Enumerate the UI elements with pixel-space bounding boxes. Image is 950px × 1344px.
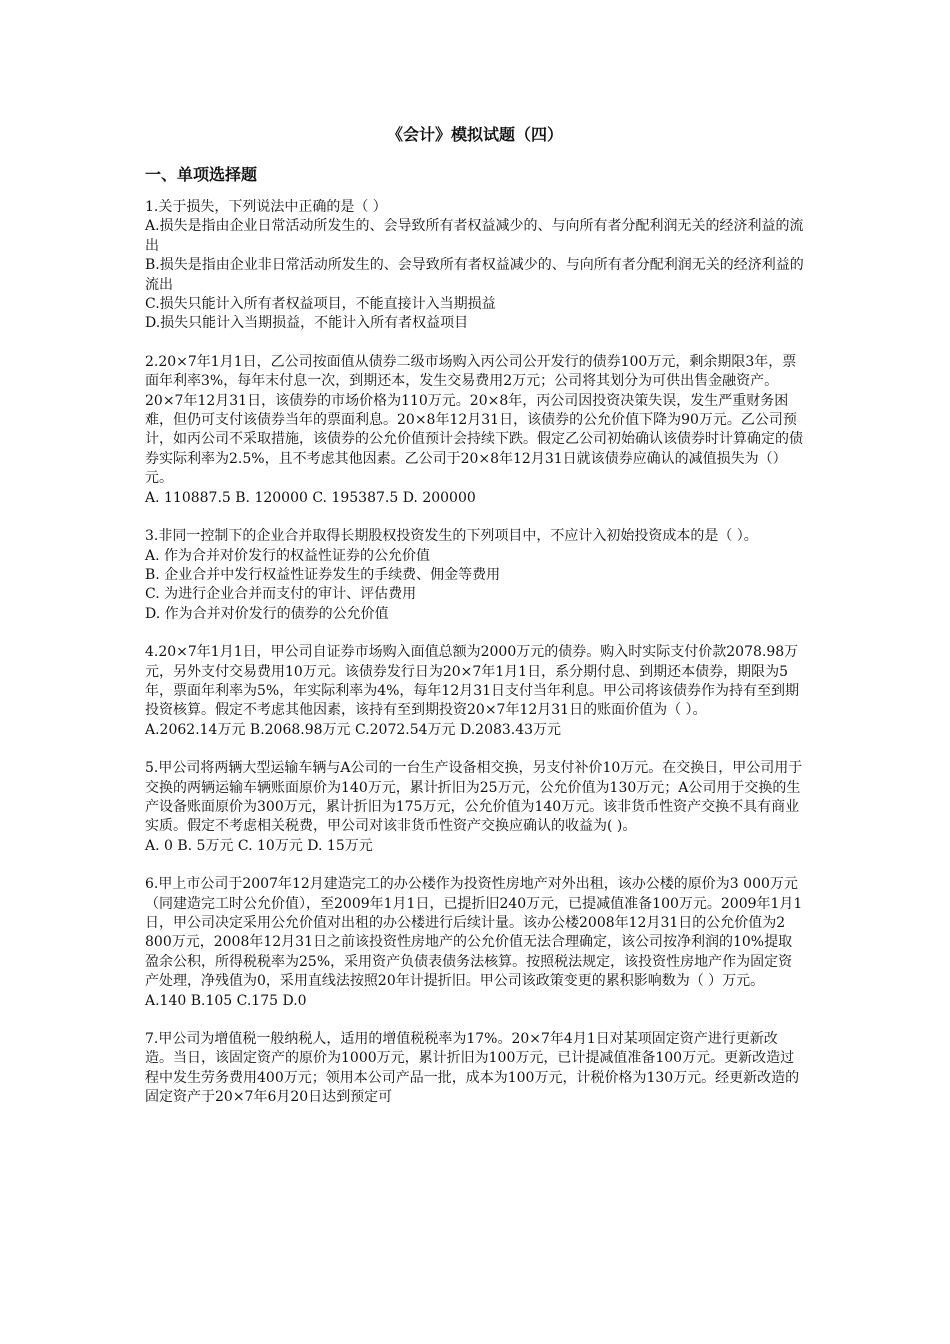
question-5 <box>145 759 805 856</box>
question-1 <box>145 198 805 334</box>
question-stem: 5.甲公司将两辆大型运输车辆与A公司的一台生产设备相交换，另支付补价10万元。在交换日，甲公司用于交换的两辆运输车辆账面原价为140万元，累计折旧为25万元，公允价值为130万元；A公司用于交换的生产设备账面原价为300万元，累计折旧为175万元，公允价值为140万元。该非货币性资产交换不具有商业实质。假定不考虑相关税费，甲公司对该非货币性资产交换应确认的收益为( )。 <box>145 760 803 835</box>
section-heading: 一、单项选择题 <box>145 165 258 184</box>
question-3 <box>145 527 805 624</box>
question-list <box>145 198 805 1127</box>
document-title: 《会计》模拟试题（四） <box>386 125 563 144</box>
question-2 <box>145 353 805 508</box>
question-6 <box>145 875 805 1011</box>
question-option: A. 作为合并对价发行的权益性证券的公允价值 <box>145 547 431 564</box>
question-option: B.损失是指由企业非日常活动所发生的、会导致所有者权益减少的、与向所有者分配利润无关的经济利益的流出 <box>145 257 804 293</box>
question-options-line: A.2062.14万元 B.2068.98万元 C.2072.54万元 D.2083.43万元 <box>145 721 562 738</box>
question-options-line: A.140 B.105 C.175 D.0 <box>145 992 307 1009</box>
question-stem: 1.关于损失，下列说法中正确的是（ ） <box>145 199 387 215</box>
question-option: B. 企业合并中发行权益性证券发生的手续费、佣金等费用 <box>145 566 501 583</box>
question-option: C. 为进行企业合并而支付的审计、评估费用 <box>145 586 417 603</box>
question-option: D.损失只能计入当期损益，不能计入所有者权益项目 <box>145 315 469 332</box>
question-option: C.损失只能计入所有者权益项目，不能直接计入当期损益 <box>145 296 496 313</box>
question-stem: 2.20×7年1月1日，乙公司按面值从债券二级市场购入丙公司公开发行的债券100万元，剩余期限3年，票面年利率3%，每年末付息一次，到期还本，发生交易费用2万元；公司将其划分为可供出售金融资产。20×7年12月31日，该债券的市场价格为110万元。20×8年，丙公司因投资决策失误，发生严重财务困难，但仍可支付该债券当年的票面利息。20×8年12月31日，该债券的公允价值下降为90万元。乙公司预计，如丙公司不采取措施，该债券的公允价值预计会持续下跌。假定乙公司初始确认该债券时计算确定的债券实际利率为2.5%，且不考虑其他因素。乙公司于20×8年12月31日就该债券应确认的减值损失为（）元。 <box>145 353 803 487</box>
question-stem: 3.非同一控制下的企业合并取得长期股权投资发生的下列项目中，不应计入初始投资成本的是（ ）。 <box>145 528 758 545</box>
question-stem: 4.20×7年1月1日，甲公司自证券市场购入面值总额为2000万元的债券。购入时实际支付价款2078.98万元，另外支付交易费用10万元。该债券发行日为20×7年1月1日，系分期付息、到期还本债券，期限为5年，票面年利率为5%，年实际利率为4%，每年12月31日支付当年利息。甲公司将该债券作为持有至到期投资核算。假定不考虑其他因素，该持有至到期投资20×7年12月31日的账面价值为（ ）。 <box>145 644 800 719</box>
question-option: A.损失是指由企业日常活动所发生的、会导致所有者权益减少的、与向所有者分配利润无关的经济利益的流出 <box>145 218 804 254</box>
question-4 <box>145 643 805 740</box>
question-stem: 6.甲上市公司于2007年12月建造完工的办公楼作为投资性房地产对外出租，该办公楼的原价为3 000万元（同建造完工时公允价值），至2009年1月1日，已提折旧240万元，已提减值准备100万元。2009年1月1日，甲公司决定采用公允价值对出租的办公楼进行后续计量。该办公楼2008年12月31日的公允价值为2 800万元，2008年12月31日之前该投资性房地产的公允价值无法合理确定，该公司按净利润的10%提取盈余公积，所得税税率为25%，采用资产负债表债务法核算。按照税法规定，该投资性房地产作为固定资产处理，净残值为0，采用直线法按照20年计提折旧。甲公司该政策变更的累积影响数为（ ）万元。 <box>145 876 803 990</box>
question-option: D. 作为合并对价发行的债券的公允价值 <box>145 605 389 622</box>
question-options-line: A. 0 B. 5万元 C. 10万元 D. 15万元 <box>145 837 373 854</box>
question-stem: 7.甲公司为增值税一般纳税人，适用的增值税税率为17%。20×7年4月1日对某项固定资产进行更新改造。当日，该固定资产的原价为1000万元，累计折旧为100万元，已计提减值准备100万元。更新改造过程中发生劳务费用400万元；领用本公司产品一批，成本为100万元，计税价格为130万元。经更新改造的固定资产于20×7年6月20日达到预定可 <box>145 1031 800 1106</box>
question-options-line: A. 110887.5 B. 120000 C. 195387.5 D. 200000 <box>145 489 476 506</box>
question-7 <box>145 1030 805 1108</box>
